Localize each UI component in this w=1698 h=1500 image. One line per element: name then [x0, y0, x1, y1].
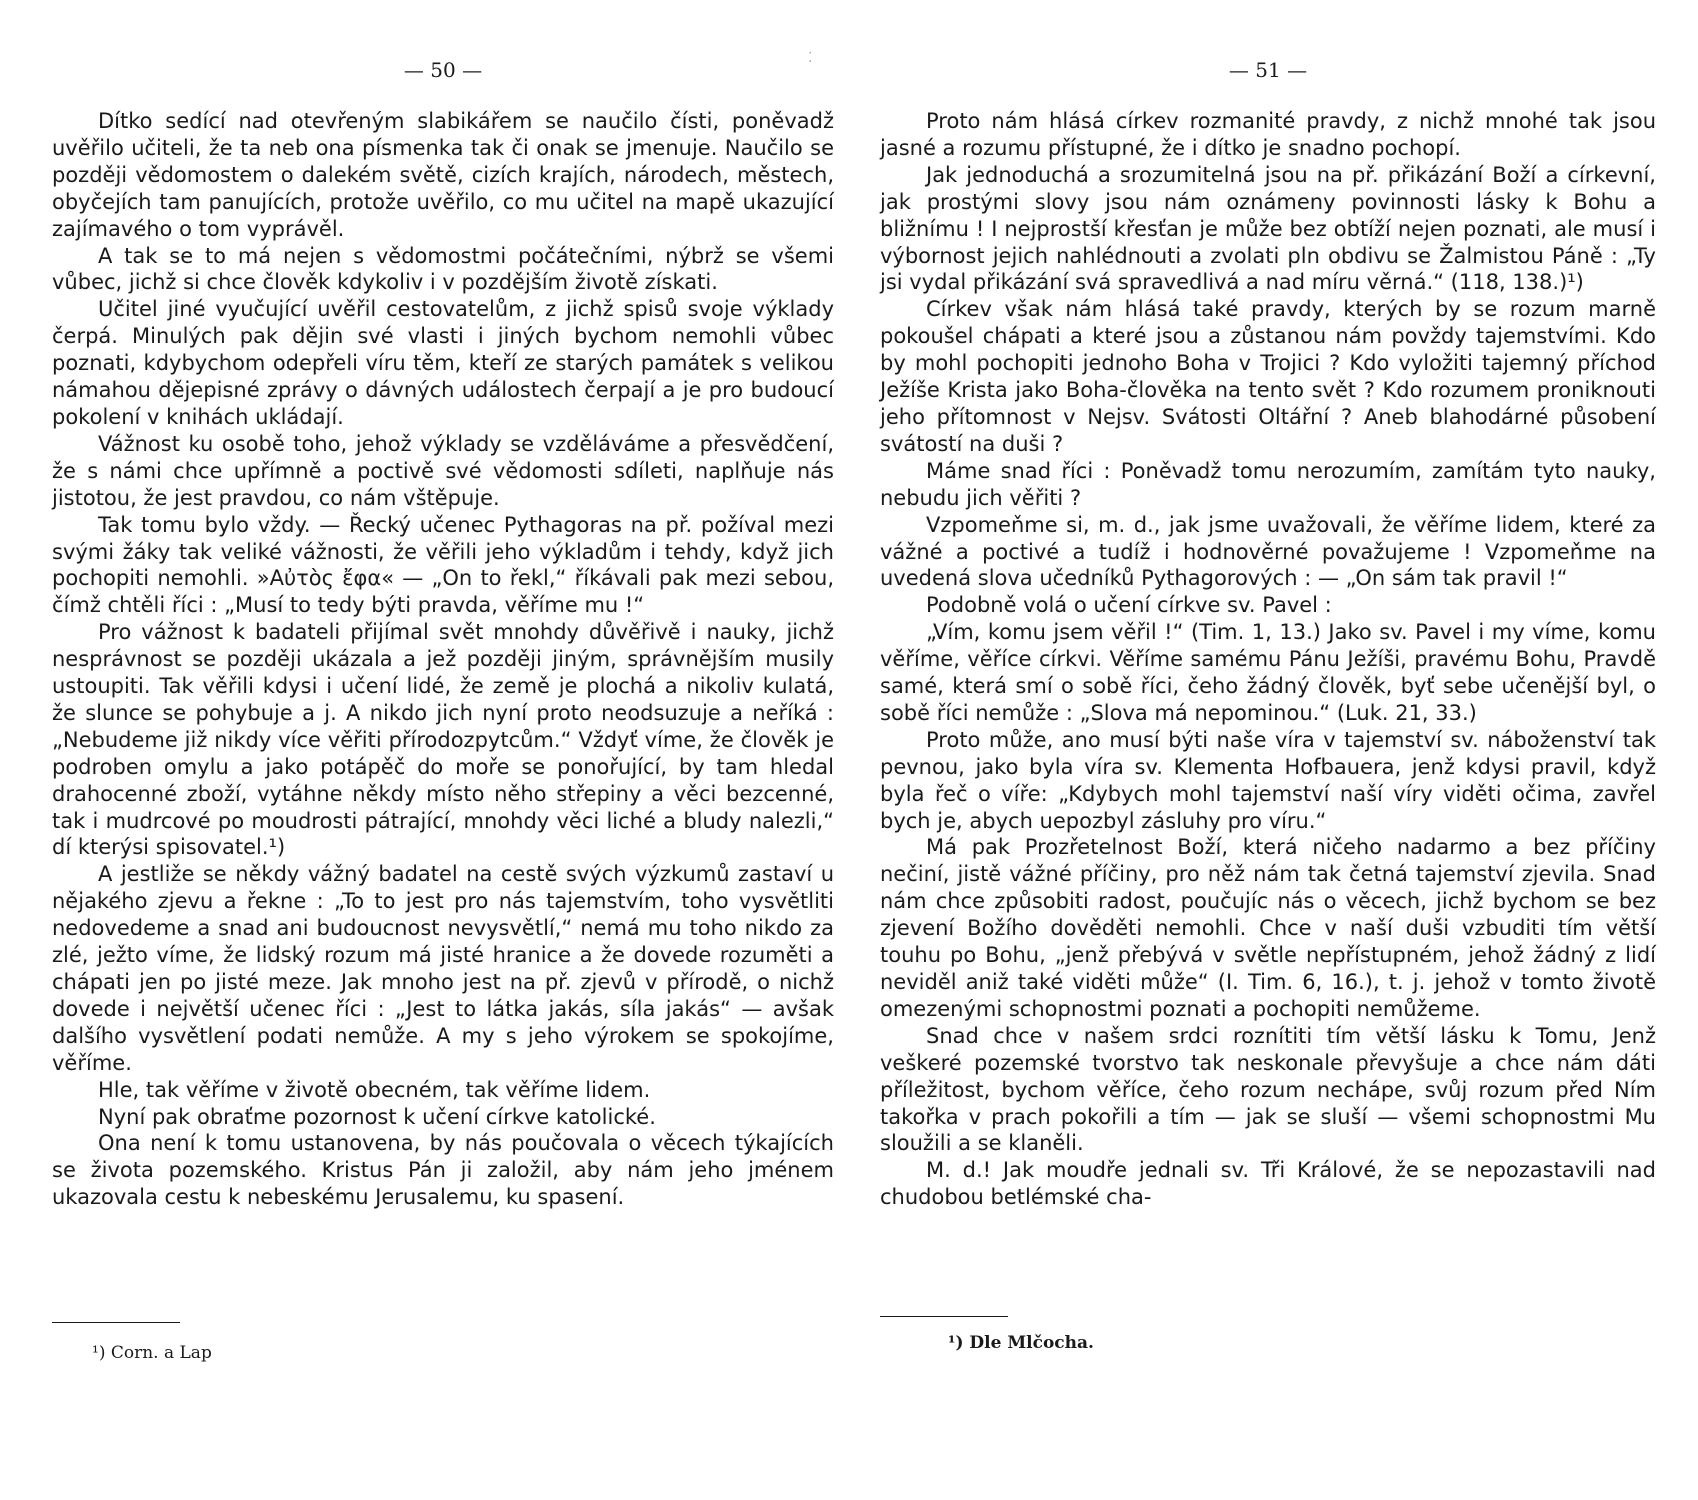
paragraph: Ona není k tomu ustanovena, by nás poučovala o věcech týkajících se života pozemského. Kristus Pán ji založil, aby nám jeho jménem ukazovala cestu k nebeskému Jerusalemu, ku spasení.	[52, 1131, 834, 1210]
paragraph: Hle, tak věříme v životě obecném, tak věříme lidem.	[98, 1077, 651, 1102]
paragraph: Máme snad říci : Poněvadž tomu nerozumím, zamítám tyto nauky, nebudu jich věřiti ?	[880, 458, 1656, 510]
footnote-left: ¹) Corn. a Lap	[92, 1343, 212, 1363]
footnote-rule-right	[880, 1316, 1008, 1317]
paragraph: Církev však nám hlásá také pravdy, kterých by se rozum marně pokoušel chápati a které jsou a zůstanou nám povždy tajemstvími. Kdo by mohl pochopiti jednoho Boha v Trojici ? Kdo vyložiti tajemný příchod Ježíše Krista jako Boha-člověka na tento svět ? Kdo rozumem proniknouti jeho přítomnost v Nejsv. Svátosti Oltářní ? Aneb blahodárné působení svátostí na duši ?	[880, 297, 1656, 456]
paragraph: Tak tomu bylo vždy. — Řecký učenec Pythagoras na př. požíval mezi svými žáky tak veliké vážnosti, že věřili jeho výkladům i tehdy, když jich pochopiti nemohli. »Αὐτὸς ἔφα« — „On to řekl,“ říkávali pak mezi sebou, čímž chtěli říci : „Musí to tedy býti pravda, věříme mu !“	[52, 512, 834, 618]
paragraph: Pro vážnost k badateli přijímal svět mnohdy důvěřivě i nauky, jichž nesprávnost se později ukázala a jež později jiným, správnějším musily ustoupiti. Tak věřili kdysi i učení lidé, že země je plochá a nikoliv kulatá, že slunce se pohybuje a j. A nikdo jich nyní proto neodsuzuje a neříká : „Nebudeme již nikdy více věřiti přírodozpytcům.“ Vždyť víme, že člověk je podroben omylu a jako potápěč do moře se ponořující, by tam hledal drahocenné zboží, vytáhne někdy místo něho střepiny a věci bezcenné, tak i mudrcové po moudrosti pátrající, mnohdy věci liché a bludy nalezli,“ dí kterýsi spisovatel.¹)	[52, 620, 834, 860]
footnote-right: ¹) Dle Mlčocha.	[948, 1333, 1094, 1353]
paragraph: „Vím, komu jsem věřil !“ (Tim. 1, 13.) Jako sv. Pavel i my víme, komu věříme, věříce církvi. Věříme samému Pánu Ježíši, pravému Bohu, Pravdě samé, která smí o sobě říci, čeho žádný člověk, byť sebe učenější byl, o sobě říci nemůže : „Slova má nepominou.“ (Luk. 21, 33.)	[880, 620, 1656, 725]
paragraph: Jak jednoduchá a srozumitelná jsou na př. přikázání Boží a církevní, jak prostými slovy jsou nám oznámeny povinnosti lásky k Bohu a bližnímu ! I nejprostší křesťan je může bez obtíží nejen poznati, ale musí i výbornost jejich nahlédnouti a zvolati pln obdivu se Žalmistou Páně : „Ty jsi vydal přikázání svá spravedlivá a nad míru věrná.“ (118, 138.)¹)	[880, 162, 1656, 295]
page-number-left: — 50 —	[403, 58, 483, 82]
paragraph: Nyní pak obraťme pozornost k učení církve katolické.	[98, 1104, 656, 1129]
footnote-rule-left	[52, 1322, 180, 1323]
paragraph: Podobně volá o učení církve sv. Pavel :	[926, 593, 1332, 618]
paragraph: M. d.! Jak moudře jednali sv. Tři Králové, že se nepozastavili nad chudobou betlémské cha-	[880, 1158, 1656, 1210]
paragraph: Vzpomeňme si, m. d., jak jsme uvažovali, že věříme lidem, které za vážné a poctivé a tudíž i hodnověrné považujeme ! Vzpomeňme na uvedená slova učedníků Pythagorových : — „On sám tak pravil !“	[880, 512, 1656, 591]
paragraph: Proto může, ano musí býti naše víra v tajemství sv. náboženství tak pevnou, jako byla víra sv. Klementa Hofbauera, jenž kdysi pravil, když byla řeč o víře: „Kdybych mohl tajemství naší víry viděti očima, zavřel bych je, abych uepozbyl zásluhy pro víru.“	[880, 727, 1656, 833]
paragraph: Snad chce v našem srdci roznítiti tím větší lásku k Tomu, Jenž veškeré pozemské tvorstvo tak neskonale převyšuje a chce nám dáti příležitost, bychom věříce, čeho rozum nechápe, svůj rozum před Ním takořka v prach pokořili a tím — jak se sluší — všemi schopnostmi Mu sloužili a se klaněli.	[880, 1023, 1656, 1156]
paragraph: A tak se to má nejen s vědomostmi počátečními, nýbrž se všemi vůbec, jichž si chce člověk kdykoliv i v pozdějším životě získati.	[52, 243, 834, 295]
gutter-mark: ⁚	[808, 50, 813, 66]
page-number-right: — 51 —	[1228, 58, 1308, 82]
paragraph: A jestliže se někdy vážný badatel na cestě svých výzkumů zastaví u nějakého zjevu a řekne : „To to jest pro nás tajemstvím, toho vysvětliti nedovedeme a snad ani budoucnost nevysvětlí,“ nemá mu toho nikdo za zlé, ježto víme, že lidský rozum má jisté hranice a že dovede rozuměti a chápati jen po jisté meze. Jak mnoho jest na př. zjevů v přírodě, o nichž dovede i největší učenec říci : „Jest to látka jakás, síla jakás“ — avšak dalšího vysvětlení podati nemůže. A my s jeho výrokem se spokojíme, věříme.	[52, 862, 834, 1075]
paragraph: Učitel jiné vyučující uvěřil cestovatelům, z jichž spisů svoje výklady čerpá. Minulých pak dějin své vlasti i jiných bychom nemohli vůbec poznati, kdybychom odepřeli víru těm, kteří ze starých památek s velikou námahou dějepisné zprávy o dávných událostech čerpají a je pro budoucí pokolení v knihách ukládají.	[52, 297, 834, 429]
paragraph: Dítko sedící nad otevřeným slabikářem se naučilo čísti, poněvadž uvěřilo učiteli, že ta neb ona písmenka tak či onak se jmenuje. Naučilo se později vědomostem o dalekém světě, cizích krajích, národech, městech, obyčejích tam panujících, protože uvěřilo, co mu učitel na mapě ukazující zajímavého o tom vyprávěl.	[52, 109, 834, 241]
paragraph: Má pak Prozřetelnost Boží, která ničeho nadarmo a bez příčiny nečiní, jistě vážné příčiny, pro něž nám tak četná tajemství zjevila. Snad nám chce způsobiti radost, poučujíc nás o věcech, jichž bychom se bez zjevení Božího dověděti nemohli. Chce v naší duši vzbuditi tím větší touhu po Bohu, „jenž přebývá v světle nepřístupném, jehož žádný z lidí neviděl aniž také viděti může“ (I. Tim. 6, 16.), t. j. jehož v tomto životě omezenými schopnostmi poznati a pochopiti nemůžeme.	[880, 835, 1656, 1021]
right-page-text	[880, 108, 1656, 1211]
paragraph: Vážnost ku osobě toho, jehož výklady se vzděláváme a přesvědčení, že s námi chce upřímně a poctivě své vědomosti sdíleti, naplňuje nás jistotou, že jest pravdou, co nám vštěpuje.	[52, 431, 834, 510]
left-page-text	[52, 108, 834, 1211]
paragraph: Proto nám hlásá církev rozmanité pravdy, z nichž mnohé tak jsou jasné a rozumu přístupné, že i dítko je snadno pochopí.	[880, 109, 1656, 160]
